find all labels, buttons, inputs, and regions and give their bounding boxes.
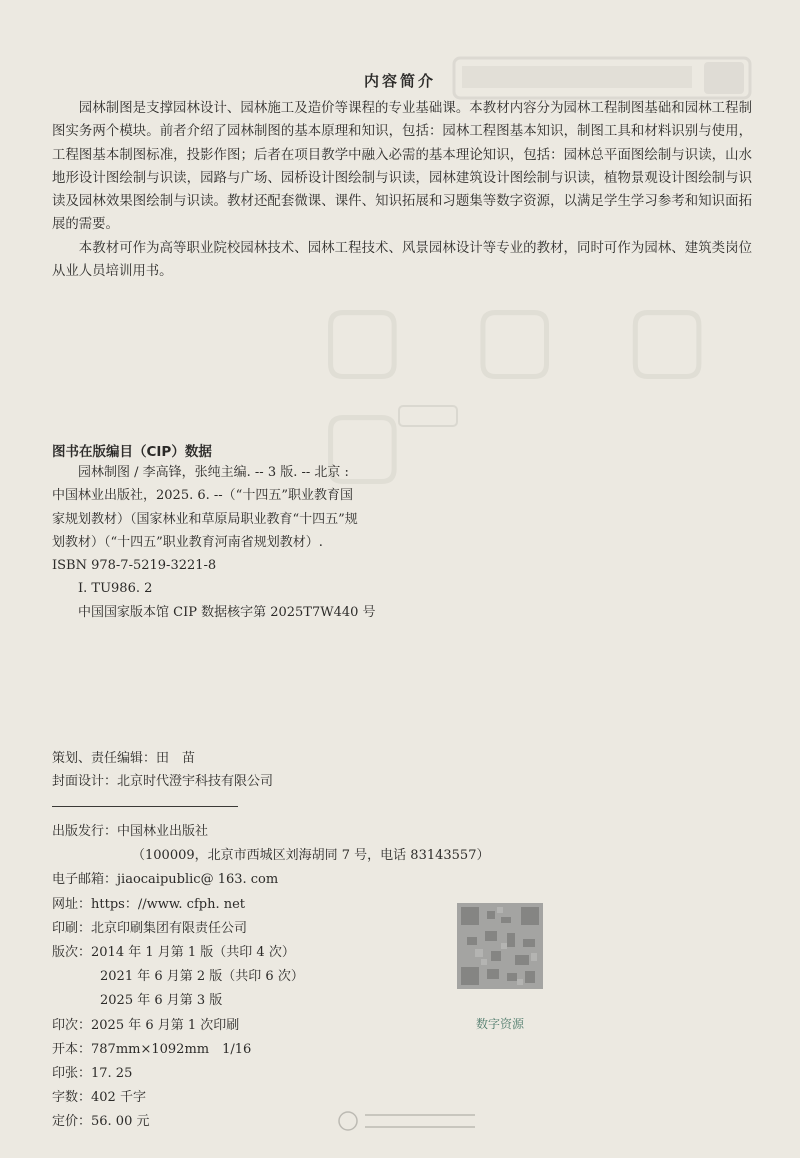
divider (52, 806, 238, 807)
publisher: 出版发行：中国林业出版社 (52, 824, 209, 839)
show-through-edition (398, 405, 458, 427)
cip-heading: 图书在版编目（CIP）数据 (52, 444, 212, 460)
publisher-address: （100009，北京市西城区刘海胡同 7 号，电话 83143557） (132, 848, 490, 864)
intro-paragraph-2: 本教材可作为高等职业院校园林技术、园林工程技术、风景园林设计等专业的教材，同时可作为园林、建筑类岗位从业人员培训用书。 (52, 240, 752, 280)
cover-design-credit: 封面设计：北京时代澄宇科技有限公司 (52, 774, 274, 789)
cip-classification: Ⅰ. TU986. 2 (78, 581, 153, 597)
intro-paragraph-1: 园林制图是支撑园林设计、园林施工及造价等课程的专业基础课。本教材内容分为园林工程制图基础和园林工程制图实务两个模块。前者介绍了园林制图的基本原理和知识，包括：园林工程图基本知识，制图工具和材料识别与使用，工程图基本制图标准，投影作图；后者在项目教学中融入必需的基本理论知识，包括：园林总平面图绘制与识读，山水地形设计图绘制与识读，园路与广场、园桥设计图绘制与识读，园林建筑设计图绘制与识读，植物景观设计图绘制与识读及园林效果图绘制与识读。教材还配套微课、课件、知识拓展和习题集等数字资源，以满足学生学习参考和知识面拓展的需要。 (52, 101, 752, 233)
cip-record-number: 中国国家版本馆 CIP 数据核字第 2025T7W440 号 (78, 604, 376, 620)
edition-3: 2025 年 6 月第 3 版 (100, 993, 223, 1009)
impression: 印次：2025 年 6 月第 1 次印刷 (52, 1017, 240, 1033)
cip-isbn: ISBN 978-7-5219-3221-8 (52, 558, 217, 574)
printer: 印刷：北京印刷集团有限责任公司 (52, 920, 248, 936)
email: 电子邮箱：jiaocaipublic@ 163. com (52, 872, 279, 888)
intro-text (52, 97, 752, 283)
publication-details (52, 820, 489, 1135)
website: 网址：https：//www. cfph. net (52, 896, 246, 912)
editor-credit: 策划、责任编辑：田 苗 (52, 751, 196, 766)
qr-caption: 数字资源 (475, 1017, 524, 1031)
word-count: 字数：402 千字 (52, 1090, 146, 1106)
publisher-logo-icon (335, 1108, 485, 1134)
staff-credits (52, 747, 273, 793)
printed-sheets: 印张：17. 25 (52, 1066, 133, 1082)
show-through-cover-title: ▢ ▢ ▢ ▢ (320, 285, 728, 495)
edition-1: 版次：2014 年 1 月第 1 版（共印 4 次） (52, 945, 295, 961)
cip-line: 中国林业出版社，2025. 6. --（“十四五”职业教育国 (52, 488, 353, 504)
edition-2: 2021 年 6 月第 2 版（共印 6 次） (100, 969, 304, 985)
qr-code-icon[interactable] (457, 903, 543, 989)
price: 定价：56. 00 元 (52, 1114, 150, 1130)
page-format: 开本：787mm×1092mm 1/16 (52, 1041, 252, 1057)
cip-line: 划教材）（“十四五”职业教育河南省规划教材）. (52, 534, 323, 550)
cip-line: 家规划教材）（国家林业和草原局职业教育“十四五”规 (52, 511, 358, 527)
cip-line: 园林制图 / 李高锋，张纯主编. -- 3 版. -- 北京 : (78, 465, 349, 480)
section-title: 内容简介 (363, 72, 436, 90)
cip-block (52, 461, 442, 624)
